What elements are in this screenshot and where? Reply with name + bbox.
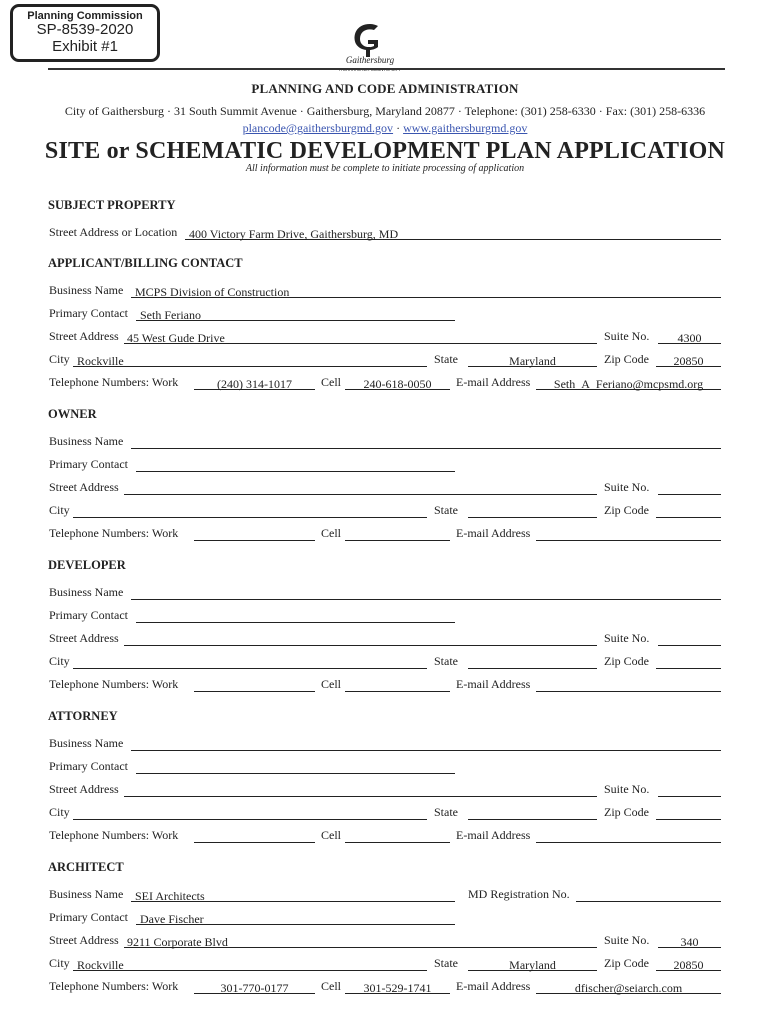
architect-label-suite: Suite No. <box>604 933 650 947</box>
header-rule <box>48 68 725 70</box>
applicant-label-suite: Suite No. <box>604 329 650 343</box>
developer-label-email: E-mail Address <box>456 677 531 691</box>
logo-name: Gaithersburg <box>345 55 395 65</box>
architect-suite-value: 340 <box>680 935 699 949</box>
owner-primary-contact-field[interactable] <box>136 471 455 472</box>
developer-email-field[interactable] <box>536 691 721 692</box>
developer-city-field[interactable] <box>73 668 427 669</box>
owner-business-name-field[interactable] <box>131 448 721 449</box>
section-heading-architect: ARCHITECT <box>48 860 124 874</box>
attorney-street-address-field[interactable] <box>124 796 597 797</box>
attorney-work-phone-field[interactable] <box>194 842 315 843</box>
developer-street-address-field[interactable] <box>124 645 597 646</box>
applicant-label-email: E-mail Address <box>456 375 531 389</box>
applicant-zip-value: 20850 <box>673 354 704 368</box>
section-heading-owner: OWNER <box>48 407 97 421</box>
applicant-label-primary-contact: Primary Contact <box>49 306 128 320</box>
developer-cell-phone-field[interactable] <box>345 691 450 692</box>
subject-location-value: 400 Victory Farm Drive, Gaithersburg, MD <box>189 227 399 241</box>
architect-label-zip: Zip Code <box>604 956 649 970</box>
developer-business-name-field[interactable] <box>131 599 721 600</box>
owner-label-state: State <box>434 503 458 517</box>
architect-label-md-registration: MD Registration No. <box>468 887 570 901</box>
owner-label-business-name: Business Name <box>49 434 124 448</box>
page-subtitle: All information must be complete to initiate processing of application <box>245 163 525 174</box>
architect-work-phone-value: 301-770-0177 <box>220 981 289 995</box>
architect-label-cell: Cell <box>321 979 341 993</box>
architect-label-state: State <box>434 956 458 970</box>
attorney-label-business-name: Business Name <box>49 736 124 750</box>
department-name: PLANNING AND CODE ADMINISTRATION <box>251 81 519 96</box>
email-link[interactable]: plancode@gaithersburgmd.gov <box>242 121 394 135</box>
architect-street-address-value: 9211 Corporate Blvd <box>127 935 228 949</box>
owner-email-field[interactable] <box>536 540 721 541</box>
attorney-email-field[interactable] <box>536 842 721 843</box>
page-title: SITE or SCHEMATIC DEVELOPMENT PLAN APPLICATION <box>44 138 726 164</box>
architect-state-value: Maryland <box>509 958 556 972</box>
attorney-label-city: City <box>49 805 70 819</box>
attorney-label-telephone-work: Telephone Numbers: Work <box>49 828 179 842</box>
architect-cell-phone-value: 301-529-1741 <box>363 981 432 995</box>
owner-label-email: E-mail Address <box>456 526 531 540</box>
applicant-label-cell: Cell <box>321 375 341 389</box>
owner-label-zip: Zip Code <box>604 503 649 517</box>
owner-state-field[interactable] <box>468 517 597 518</box>
contact-info: City of Gaithersburg · 31 South Summit Avenue · Gaithersburg, Maryland 20877 · Telephone: (301) 258-6330 · Fax: (301) 258-6336 <box>64 104 706 118</box>
applicant-label-street-address: Street Address <box>49 329 119 343</box>
developer-label-city: City <box>49 654 70 668</box>
attorney-state-field[interactable] <box>468 819 597 820</box>
architect-label-business-name: Business Name <box>49 887 124 901</box>
architect-city-value: Rockville <box>77 958 124 972</box>
link-separator: · <box>393 121 404 135</box>
stamp-commission: Planning Commission <box>27 10 143 22</box>
developer-label-suite: Suite No. <box>604 631 650 645</box>
developer-label-cell: Cell <box>321 677 341 691</box>
applicant-city-field[interactable] <box>73 366 427 367</box>
attorney-label-cell: Cell <box>321 828 341 842</box>
section-heading-developer: DEVELOPER <box>48 558 126 572</box>
attorney-label-primary-contact: Primary Contact <box>49 759 128 773</box>
applicant-label-zip: Zip Code <box>604 352 649 366</box>
architect-city-field[interactable] <box>73 970 427 971</box>
developer-label-telephone-work: Telephone Numbers: Work <box>49 677 179 691</box>
architect-label-email: E-mail Address <box>456 979 531 993</box>
developer-suite-field[interactable] <box>658 645 721 646</box>
stamp-exhibit: Exhibit #1 <box>52 38 118 55</box>
owner-city-field[interactable] <box>73 517 427 518</box>
applicant-work-phone-value: (240) 314-1017 <box>217 377 292 391</box>
architect-label-primary-contact: Primary Contact <box>49 910 128 924</box>
attorney-zip-field[interactable] <box>656 819 721 820</box>
applicant-email-value: Seth_A_Feriano@mcpsmd.org <box>553 377 704 391</box>
website-link[interactable]: www.gaithersburgmd.gov <box>403 121 528 135</box>
architect-email-value: dfischer@seiarch.com <box>574 981 683 995</box>
developer-label-zip: Zip Code <box>604 654 649 668</box>
architect-business-name-value: SEI Architects <box>135 889 205 903</box>
applicant-city-value: Rockville <box>77 354 124 368</box>
owner-label-primary-contact: Primary Contact <box>49 457 128 471</box>
owner-label-street-address: Street Address <box>49 480 119 494</box>
applicant-street-address-value: 45 West Gude Drive <box>127 331 225 345</box>
owner-label-telephone-work: Telephone Numbers: Work <box>49 526 179 540</box>
applicant-label-telephone-work: Telephone Numbers: Work <box>49 375 179 389</box>
section-heading-attorney: ATTORNEY <box>48 709 118 723</box>
label-street-or-location: Street Address or Location <box>49 225 178 239</box>
architect-zip-value: 20850 <box>673 958 704 972</box>
applicant-cell-phone-value: 240-618-0050 <box>363 377 432 391</box>
gaithersburg-logo-icon <box>330 20 410 72</box>
developer-label-primary-contact: Primary Contact <box>49 608 128 622</box>
architect-label-street-address: Street Address <box>49 933 119 947</box>
owner-cell-phone-field[interactable] <box>345 540 450 541</box>
applicant-state-value: Maryland <box>509 354 556 368</box>
developer-label-state: State <box>434 654 458 668</box>
applicant-primary-contact-value: Seth Feriano <box>140 308 201 322</box>
owner-work-phone-field[interactable] <box>194 540 315 541</box>
developer-zip-field[interactable] <box>656 668 721 669</box>
applicant-label-business-name: Business Name <box>49 283 124 297</box>
applicant-label-city: City <box>49 352 70 366</box>
attorney-label-street-address: Street Address <box>49 782 119 796</box>
architect-label-telephone-work: Telephone Numbers: Work <box>49 979 179 993</box>
attorney-label-zip: Zip Code <box>604 805 649 819</box>
attorney-label-suite: Suite No. <box>604 782 650 796</box>
section-heading-subject: SUBJECT PROPERTY <box>48 198 176 212</box>
attorney-primary-contact-field[interactable] <box>136 773 455 774</box>
applicant-label-state: State <box>434 352 458 366</box>
architect-label-city: City <box>49 956 70 970</box>
developer-state-field[interactable] <box>468 668 597 669</box>
attorney-label-email: E-mail Address <box>456 828 531 842</box>
owner-zip-field[interactable] <box>656 517 721 518</box>
architect-primary-contact-value: Dave Fischer <box>140 912 204 926</box>
owner-street-address-field[interactable] <box>124 494 597 495</box>
attorney-label-state: State <box>434 805 458 819</box>
section-heading-applicant: APPLICANT/BILLING CONTACT <box>48 256 243 270</box>
developer-primary-contact-field[interactable] <box>136 622 455 623</box>
applicant-suite-value: 4300 <box>677 331 702 345</box>
exhibit-stamp <box>10 4 160 62</box>
developer-work-phone-field[interactable] <box>194 691 315 692</box>
applicant-business-name-value: MCPS Division of Construction <box>135 285 290 299</box>
owner-label-cell: Cell <box>321 526 341 540</box>
owner-label-suite: Suite No. <box>604 480 650 494</box>
developer-label-business-name: Business Name <box>49 585 124 599</box>
attorney-city-field[interactable] <box>73 819 427 820</box>
attorney-cell-phone-field[interactable] <box>345 842 450 843</box>
attorney-business-name-field[interactable] <box>131 750 721 751</box>
developer-label-street-address: Street Address <box>49 631 119 645</box>
architect-md-registration-field[interactable] <box>576 901 721 902</box>
owner-suite-field[interactable] <box>658 494 721 495</box>
logo-tagline: A CHARACTER COUNTS! CITY <box>338 67 402 72</box>
attorney-suite-field[interactable] <box>658 796 721 797</box>
owner-label-city: City <box>49 503 70 517</box>
contact-links <box>0 121 770 136</box>
stamp-case-number: SP-8539-2020 <box>36 21 134 38</box>
